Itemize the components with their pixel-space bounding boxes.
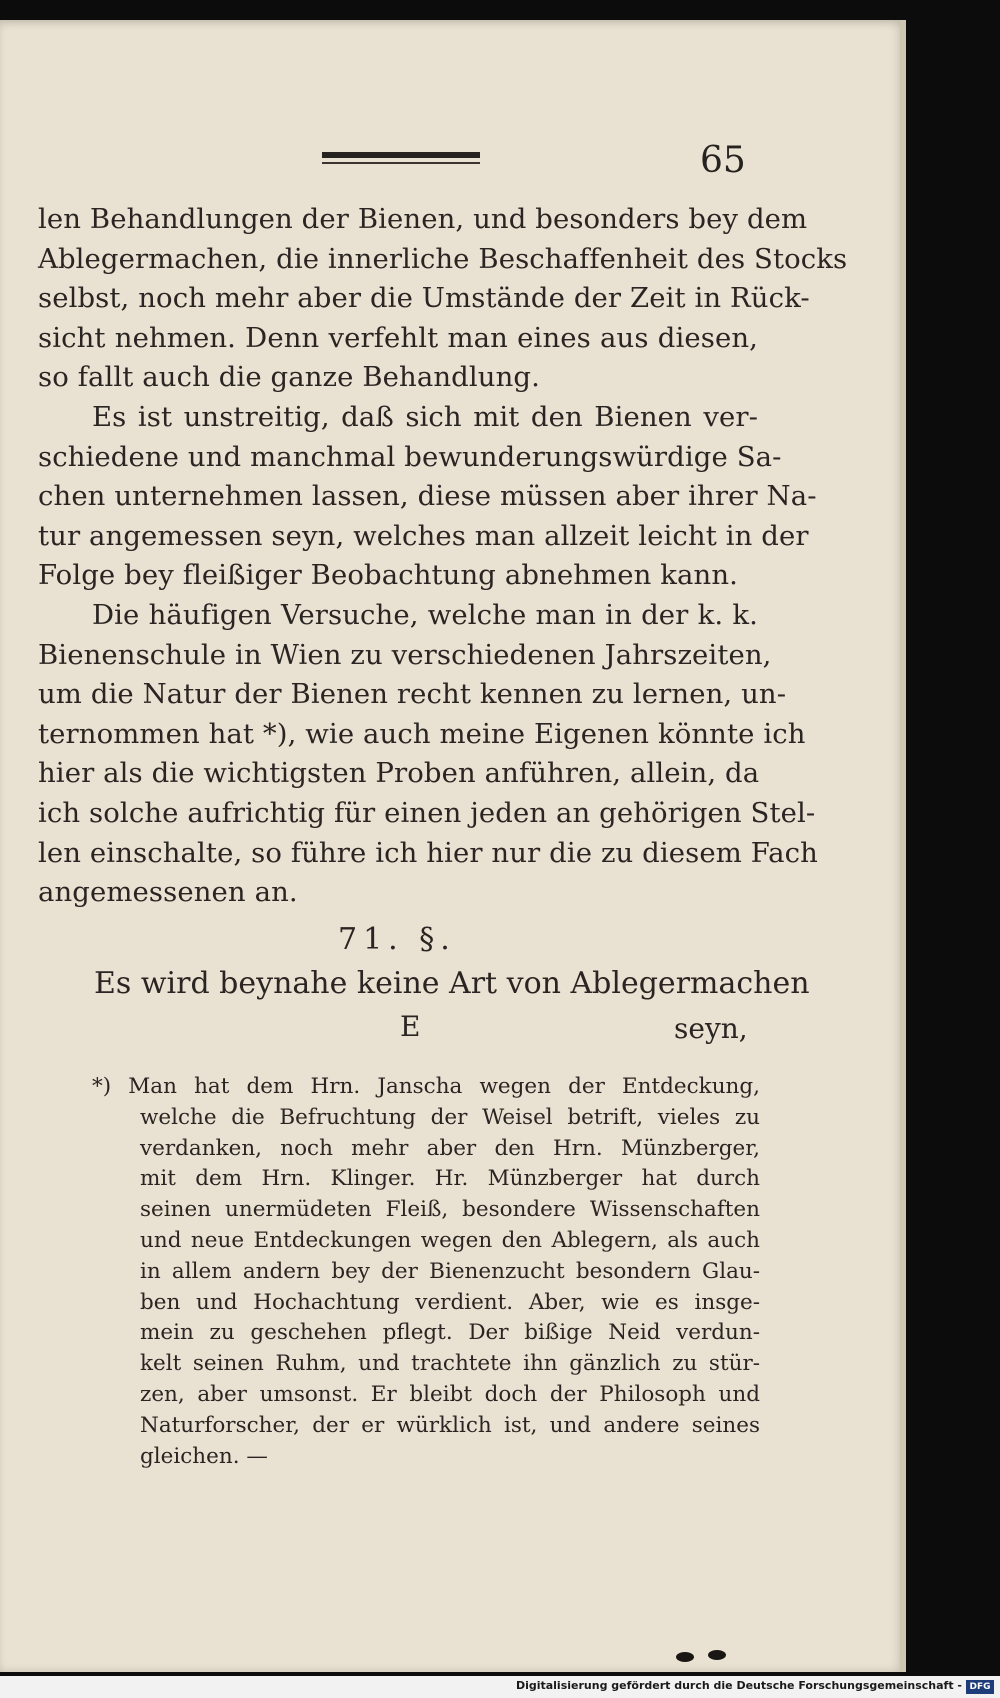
footer-credit: Digitalisierung gefördert durch die Deutsche Forschungsgemeinschaft - [515, 1679, 962, 1692]
body-line: so fallt auch die ganze Behandlung. [38, 361, 540, 394]
footnote [92, 1072, 760, 1472]
body-line: ich solche aufrichtig für einen jeden an gehörigen Stel- [38, 796, 816, 829]
body-line: len einschalte, so führe ich hier nur die zu diesem Fach [38, 836, 818, 869]
page-edge [900, 20, 906, 1672]
signature-mark: E [400, 1010, 421, 1043]
page-number: 65 [700, 140, 746, 181]
body-line: Die häufigen Versuche, welche man in der k. k. [92, 598, 758, 631]
footnote-line: Naturforscher, der er würklich ist, und andere seines [140, 1412, 760, 1438]
body-line: Bienenschule in Wien zu verschiedenen Jahrszeiten, [38, 638, 772, 671]
section-heading: Es wird beynahe keine Art von Ablegermachen [94, 966, 810, 1001]
catchword-row [0, 1010, 905, 1054]
footnote-line: und neue Entdeckungen wegen den Ablegern, als auch [140, 1227, 760, 1253]
body-line: um die Natur der Bienen recht kennen zu lernen, un- [38, 678, 787, 711]
header-rule-thin [322, 162, 480, 164]
body-line: Folge bey fleißiger Beobachtung abnehmen kann. [38, 559, 738, 592]
footnote-line: mit dem Hrn. Klinger. Hr. Münzberger hat durch [140, 1166, 760, 1192]
ink-blot [708, 1650, 726, 1660]
body-line: ternommen hat *), wie auch meine Eigenen könnte ich [38, 717, 806, 750]
body-text [38, 200, 848, 913]
body-line: schiedene und manchmal bewunderungswürdige Sa- [38, 440, 782, 473]
body-line: hier als die wichtigsten Proben anführen, allein, da [38, 757, 760, 790]
footnote-line: *) Man hat dem Hrn. Janscha wegen der Entdeckung, [92, 1074, 760, 1099]
footnote-line: mein zu geschehen pflegt. Der bißige Neid verdun- [140, 1320, 760, 1346]
footnote-line: in allem andern bey der Bienenzucht besondern Glau- [140, 1258, 760, 1284]
footnote-line: seinen unermüdeten Fleiß, besondere Wissenschaften [140, 1197, 760, 1223]
footnote-line: ben und Hochachtung verdient. Aber, wie es insge- [140, 1289, 760, 1315]
body-line: sicht nehmen. Denn verfehlt man eines aus diesen, [38, 321, 758, 354]
footnote-line: kelt seinen Ruhm, und trachtete ihn gänzlich zu stür- [140, 1351, 760, 1377]
footer-bar [0, 1676, 1000, 1698]
body-line: chen unternehmen lassen, diese müssen aber ihrer Na- [38, 480, 817, 513]
body-line: len Behandlungen der Bienen, und besonders bey dem [38, 203, 808, 235]
body-line: selbst, noch mehr aber die Umstände der Zeit in Rück- [38, 282, 810, 315]
header-rule [322, 152, 480, 166]
body-line: angemessenen an. [38, 876, 298, 909]
ink-blot [676, 1652, 694, 1662]
body-line: tur angemessen seyn, welches man allzeit leicht in der [38, 519, 809, 552]
dfg-logo-icon: DFG [966, 1680, 994, 1694]
footnote-line: welche die Befruchtung der Weisel betrift, vieles zu [140, 1104, 760, 1130]
body-line: Es ist unstreitig, daß sich mit den Bienen ver- [92, 400, 758, 433]
section-number: 71. §. [338, 922, 456, 957]
footnote-line: verdanken, noch mehr aber den Hrn. Münzberger, [140, 1135, 760, 1161]
catchword: seyn, [674, 1012, 748, 1045]
body-line: Ablegermachen, die innerliche Beschaffenheit des Stocks [38, 242, 848, 275]
header-rule-thick [322, 152, 480, 158]
footnote-line: zen, aber umsonst. Er bleibt doch der Philosoph und [140, 1381, 760, 1407]
footnote-line: gleichen. — [140, 1443, 268, 1469]
